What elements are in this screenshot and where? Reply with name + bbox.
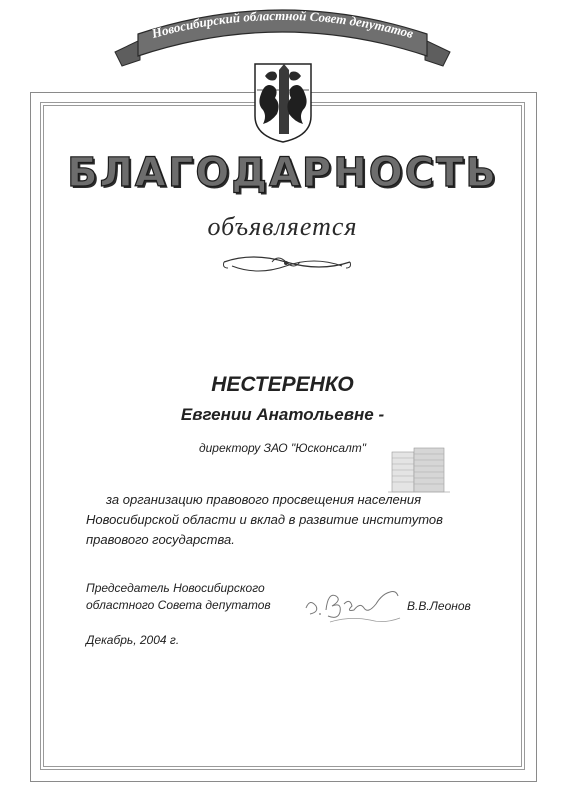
reason-line: Новосибирской области и вклад в развитие институтов — [86, 512, 443, 527]
reason-line: правового государства. — [86, 532, 235, 547]
certificate-title: БЛАГОДАРНОСТЬ — [67, 150, 498, 196]
inner-border — [40, 102, 525, 770]
signer-title-line: областного Совета депутатов — [86, 598, 271, 612]
reason-text — [86, 490, 496, 550]
signer-title — [86, 580, 271, 614]
coat-of-arms-icon — [243, 60, 323, 145]
banner-text: Новосибирский областной Совет депутатов — [150, 7, 415, 42]
recipient-surname: НЕСТЕРЕНКО — [211, 373, 354, 396]
building-icon — [388, 444, 450, 496]
issue-date: Декабрь, 2004 г. — [86, 633, 180, 647]
flourish-ornament — [222, 248, 352, 278]
reason-line: за организацию правового просвещения населения — [106, 492, 422, 507]
signer-name: В.В.Леонов — [407, 599, 471, 613]
signer-title-line: Председатель Новосибирского — [86, 581, 265, 595]
signature-mark — [300, 576, 410, 646]
recipient-position: директору ЗАО "Юсконсалт" — [199, 441, 366, 455]
certificate-subtitle: объявляется — [207, 212, 358, 241]
recipient-name: Евгении Анатольевне - — [180, 405, 385, 424]
